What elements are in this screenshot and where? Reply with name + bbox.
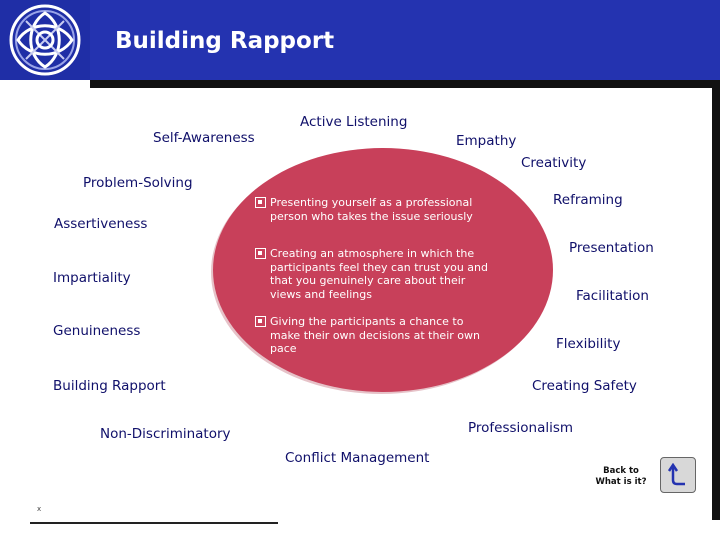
footer-rule [30,522,278,524]
back-button[interactable] [660,457,696,493]
right-rule [712,80,720,520]
skill-presentation: Presentation [569,240,654,256]
back-label-line2: What is it? [595,477,647,487]
header-rule [90,80,720,88]
skill-flexibility: Flexibility [556,336,621,352]
point-text: Creating an atmosphere in which the participants feel they can trust you and that you genuinely care about their views and feelings [270,247,488,301]
skill-genuineness: Genuineness [53,323,141,339]
skill-creativity: Creativity [521,155,587,171]
back-label[interactable] [590,466,652,488]
slide-title: Building Rapport [115,28,335,54]
point-text: Giving the participants a chance to make their own decisions at their own pace [270,315,480,355]
skill-impartiality: Impartiality [53,270,131,286]
skill-facilitation: Facilitation [576,288,649,304]
back-label-line1: Back to [603,466,639,476]
skill-creating-safety: Creating Safety [532,378,637,394]
square-bullet-icon [255,316,266,327]
skill-reframing: Reframing [553,192,623,208]
footer-mark: x [37,505,42,513]
square-bullet-icon [255,248,266,259]
skill-conflict-management: Conflict Management [285,450,430,466]
point-text: Presenting yourself as a professional person who takes the issue seriously [270,196,473,223]
skill-active-listening: Active Listening [300,114,408,130]
skill-building-rapport: Building Rapport [53,378,166,394]
skill-professionalism: Professionalism [468,420,574,436]
skill-problem-solving: Problem-Solving [83,175,193,191]
return-arrow-icon [667,463,689,487]
skill-empathy: Empathy [456,133,517,149]
skill-self-awareness: Self-Awareness [153,130,255,146]
square-bullet-icon [255,197,266,208]
skill-non-discriminatory: Non-Discriminatory [100,426,231,442]
logo [0,0,90,80]
celtic-knot-icon [4,3,86,77]
skill-assertiveness: Assertiveness [54,216,148,232]
